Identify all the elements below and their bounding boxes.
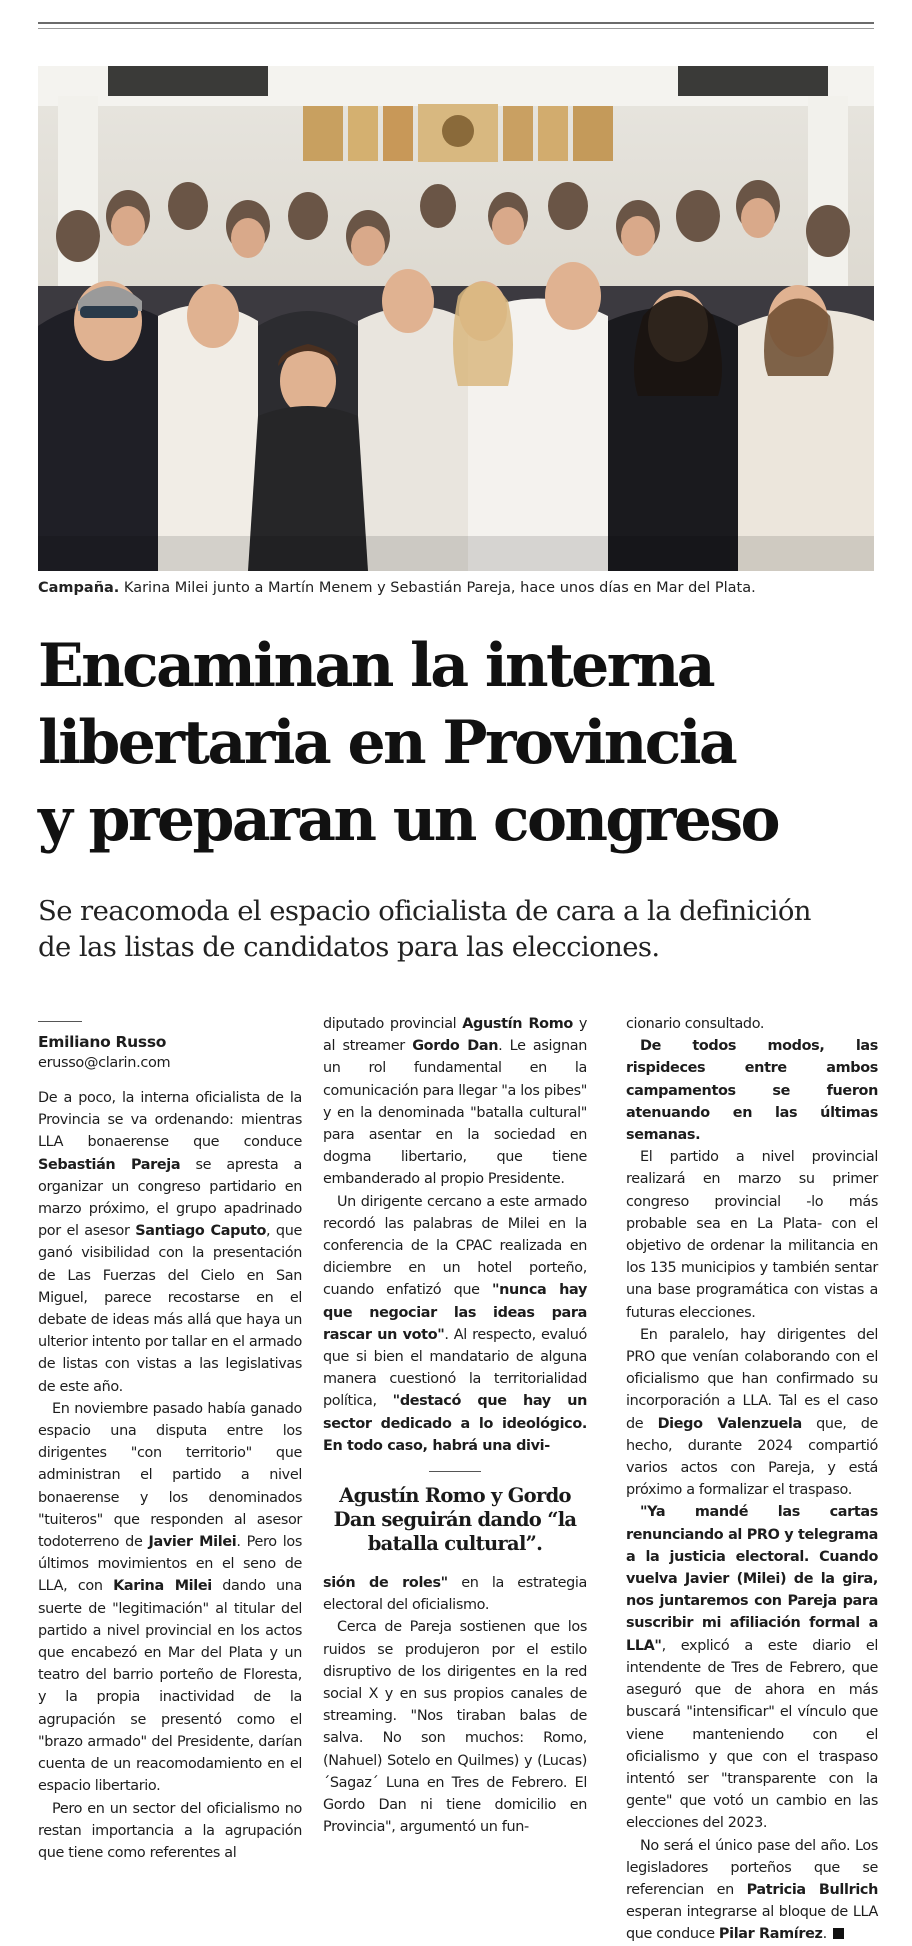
subhead-line-2: de las listas de candidatos para las elecciones. [38,931,660,963]
crowd-photo [38,66,874,571]
end-of-article-mark [833,1928,844,1939]
paragraph: En noviembre pasado había ganado espacio una disputa entre los dirigentes "con territorio" que administran el partido a nivel bonaerense y los denominados "tuiteros" que responden al asesor todoterreno de Javier Milei. Pero los últimos movimientos en el seno de LLA, con Karina Milei dando una suerte de "legitimación" al titular del partido a nivel provincial en los actos que encabezó en Mar del Plata y un teatro del barrio porteño de Floresta, y la propia inactividad de la agrupación se presentó como el "brazo armado" del Presidente, darían cuenta de un reacomodamiento en el espacio libertario. [38,1400,302,1795]
article-column-1 [38,1013,302,1864]
paragraph: Un dirigente cercano a este armado recordó las palabras de Milei en la conferencia de la CPAC realizada en diciembre en un hotel porteño, cuando enfatizó que "nunca hay que negociar las ideas para rascar un voto". Al respecto, evaluó que si bien el mandatario de alguna manera cuestionó la territorialidad política, "destacó que hay un sector dedicado a lo ideológico. En todo caso, habrá una divi- [323,1193,587,1454]
byline-rule [38,1021,82,1022]
article-column-3 [626,1013,878,1946]
author-email[interactable]: erusso@clarin.com [38,1055,171,1071]
subhead-line-1: Se reacomoda el espacio oficialista de cara a la definición [38,895,811,927]
top-rule [38,22,874,24]
caption-text: Karina Milei junto a Martín Menem y Sebastián Pareja, hace unos días en Mar del Plata. [119,580,756,596]
crowd-photo-icon [38,66,874,571]
paragraph: No será el único pase del año. Los legisladores porteños que se referencian en Patricia Bullrich esperan integrarse al bloque de LLA que conduce Pilar Ramírez. [626,1837,878,1943]
paragraph: Pero en un sector del oficialismo no restan importancia a la agrupación que tiene como referentes al [38,1800,302,1861]
article-column-2 [323,1013,587,1839]
subheadline [38,893,898,965]
author-name: Emiliano Russo [38,1033,167,1051]
pull-quote-text: Agustín Romo y Gordo Dan seguirán dando “la batalla cultural”. [333,1484,577,1556]
paragraph: El partido a nivel provincial realizará en marzo su primer congreso provincial -lo más probable sea en La Plata- con el objetivo de ordenar la militancia en los 135 municipios y también sentar una base programática con vistas a futuras elecciones. [626,1149,878,1321]
headline-line-3: y preparan un congreso [38,785,778,855]
pull-quote-rule [429,1471,481,1472]
pull-quote [323,1471,587,1556]
paragraph: "Ya mandé las cartas renunciando al PRO y telegrama a la justicia electoral. Cuando vuelva Javier (Milei) de la gira, nos juntaremos con Pareja para suscribir mi afiliación formal a LLA", explicó a este diario el intendente de Tres de Febrero, que aseguró que de ahora en más buscará "intensificar" el vínculo que viene manteniendo con el oficialismo y que con el traspaso intentó ser "transparente con la gente" que votó un cambio en las elecciones del 2023. [626,1504,878,1832]
headline [38,628,898,859]
paragraph: En paralelo, hay dirigentes del PRO que venían colaborando con el oficialismo que han confirmado su incorporación a LLA. Tal es el caso de Diego Valenzuela que, de hecho, durante 2024 compartió varios actos con Pareja, y está próximo a formalizar el traspaso. [626,1326,878,1499]
caption-label: Campaña. [38,580,120,596]
paragraph: Cerca de Pareja sostienen que los ruidos se produjeron por el estilo disruptivo de los dirigentes en la red social X y en sus propios canales de streaming. "Nos tiraban balas de salva. No son muchos: Romo, (Nahuel) Sotelo en Quilmes) y (Lucas) ´Sagaz´ Luna en Tres de Febrero. El Gordo Dan ni tiene domicilio en Provincia", argumentó un fun- [323,1619,587,1836]
headline-line-1: Encaminan la interna [38,631,714,701]
paragraph: De a poco, la interna oficialista de la Provincia se va ordenando: mientras LLA bonaerense que conduce Sebastián Pareja se apresta a organizar un congreso partidario en marzo próximo, el grupo apadrinado por el asesor Santiago Caputo, que ganó visibilidad con la presentación de Las Fuerzas del Cielo en San Miguel, parece recostarse en el debate de ideas más allá que haya un ulterior intento por tallar en el armado de listas con vistas a las legislativas de este año. [38,1090,303,1395]
paragraph: cionario consultado. [626,1016,765,1032]
top-rule-thin [38,28,874,29]
paragraph: diputado provincial Agustín Romo y al streamer Gordo Dan. Le asignan un rol fundamental en la comunicación para llegar "a los pibes" y en la denominada "batalla cultural" para asentar en la sociedad en dogma libertario, que tiene embanderado al propio Presidente. [323,1016,587,1188]
paragraph: sión de roles" en la estrategia electoral del oficialismo. [323,1575,587,1614]
photo-caption [38,578,874,598]
headline-line-2: libertaria en Provincia [38,708,736,778]
paragraph: De todos modos, las rispideces entre ambos campamentos se fueron atenuando en las últimas semanas. [626,1038,878,1144]
